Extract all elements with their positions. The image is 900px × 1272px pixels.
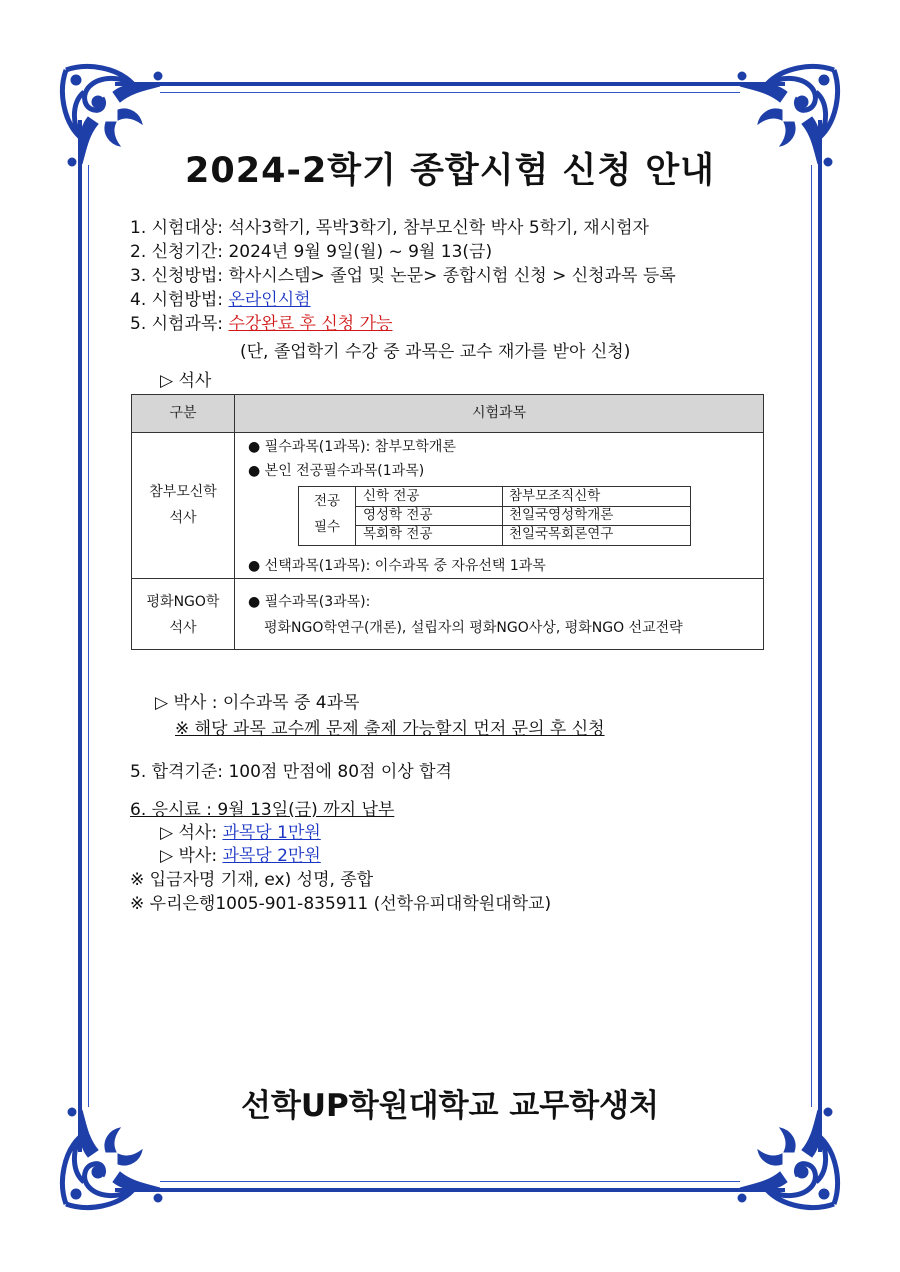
row1-label: [132, 479, 234, 531]
frame-right-inner: [811, 165, 812, 1107]
page-title: 2024-2학기 종합시험 신청 안내: [185, 151, 715, 191]
frame-right: [818, 120, 822, 1152]
inner-course: 참부모조직신학: [509, 488, 601, 504]
pass-criteria: 5. 합격기준: 100점 만점에 80점 이상 합격: [130, 762, 452, 782]
header-category: 구분: [169, 405, 197, 421]
frame-top: [115, 82, 785, 86]
row1-label-line2: 석사: [169, 510, 197, 526]
header-subjects: 시험과목: [471, 405, 527, 421]
exam-method-label: 4. 시험방법:: [130, 290, 229, 310]
depositor-note: ※ 입금자명 기재, ex) 성명, 종합: [130, 870, 374, 890]
inner-label: [299, 488, 355, 540]
fee-doctoral-label: ▷ 박사:: [160, 846, 223, 866]
fee-heading: 6. 응시료 : 9월 13일(금) 까지 납부: [130, 800, 395, 820]
row1-elective-course: ● 선택과목(1과목): 이수과목 중 자유선택 1과목: [248, 558, 546, 574]
item-exam-subjects: [130, 309, 392, 334]
row2-required-course: ● 필수과목(3과목):: [248, 594, 371, 610]
inner-divider: [355, 487, 356, 545]
row1-major-required: ● 본인 전공필수과목(1과목): [248, 463, 425, 479]
row1-label-line1: 참부모신학: [149, 484, 217, 500]
row1-required-course: ● 필수과목(1과목): 참부모학개론: [248, 439, 456, 455]
inner-major: 영성학 전공: [363, 507, 433, 523]
fee-masters-label: ▷ 석사:: [160, 823, 223, 843]
bank-account-note: ※ 우리은행1005-901-835911 (선학유피대학원대학교): [130, 894, 552, 914]
doctoral-heading: ▷ 박사 : 이수과목 중 4과목: [155, 693, 360, 713]
fee-masters: [160, 818, 321, 843]
frame-left-inner: [88, 165, 89, 1107]
frame-left: [78, 120, 82, 1152]
inner-major: 목회학 전공: [363, 526, 433, 542]
masters-subject-table: [131, 394, 764, 650]
fee-doctoral: [160, 841, 321, 866]
exam-method-value: 온라인시험: [228, 290, 311, 310]
exam-subjects-label: 5. 시험과목:: [130, 314, 229, 334]
item-exam-target: 1. 시험대상: 석사3학기, 목박3학기, 참부모신학 박사 5학기, 재시험자: [130, 218, 649, 238]
subjects-note: (단, 졸업학기 수강 중 과목은 교수 재가를 받아 신청): [240, 342, 631, 362]
row2-required-detail: 평화NGO학연구(개론), 설립자의 평화NGO사상, 평화NGO 선교전략: [264, 620, 683, 636]
inner-label-line1: 전공: [313, 493, 341, 509]
row2-label-line1: 평화NGO학: [146, 594, 220, 610]
major-required-table: [298, 486, 691, 546]
exam-subjects-value: 수강완료 후 신청 가능: [228, 314, 393, 334]
item-application-method: 3. 신청방법: 학사시스템> 졸업 및 논문> 종합시험 신청 > 신청과목 등록: [130, 266, 676, 286]
inner-divider: [502, 487, 503, 545]
fee-doctoral-value: 과목당 2만원: [222, 846, 321, 866]
table-divider: [234, 395, 235, 649]
fee-masters-value: 과목당 1만원: [222, 823, 321, 843]
inner-major: 신학 전공: [363, 488, 420, 504]
row2-label-line2: 석사: [169, 620, 197, 636]
table-divider: [132, 578, 763, 579]
frame-top-inner: [160, 92, 740, 93]
item-exam-method: [130, 285, 311, 310]
masters-heading: ▷ 석사: [160, 371, 212, 391]
frame-bottom: [115, 1188, 785, 1192]
inner-label-line2: 필수: [313, 519, 341, 535]
item-application-period: 2. 신청기간: 2024년 9월 9일(월) ~ 9월 13(금): [130, 242, 493, 262]
inner-course: 천일국영성학개론: [509, 507, 614, 523]
inner-course: 천일국목회론연구: [509, 526, 614, 542]
doctoral-note: ※ 해당 과목 교수께 문제 출제 가능할지 먼저 문의 후 신청: [175, 719, 605, 739]
frame-bottom-inner: [160, 1181, 740, 1182]
row2-label: [132, 589, 234, 641]
issuer-footer: 선학UP학원대학교 교무학생처: [240, 1088, 660, 1124]
